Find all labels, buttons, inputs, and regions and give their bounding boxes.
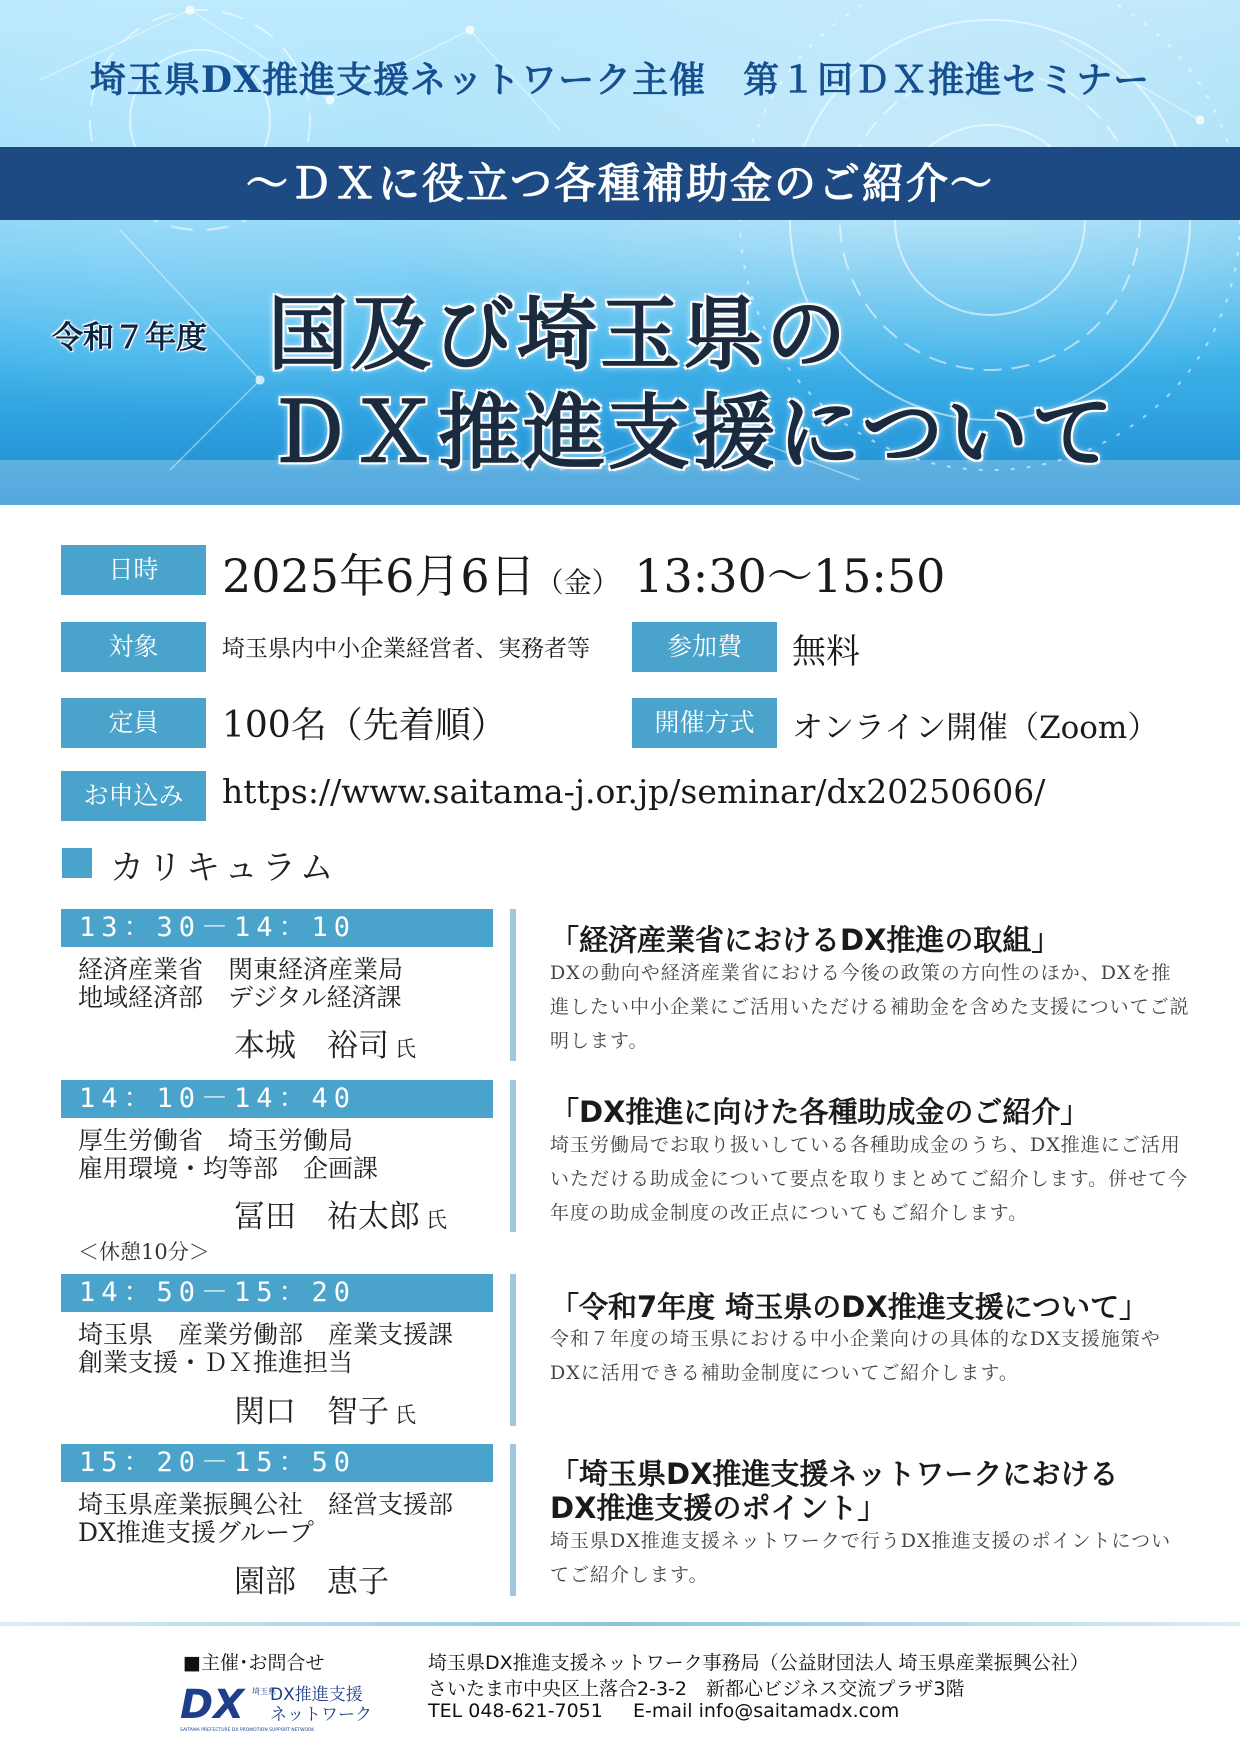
section-marker-square (62, 848, 92, 878)
fee-value: 無料 (792, 632, 860, 672)
session-speaker (234, 1556, 395, 1601)
logo-english-text: SAITAMA PREFECTURE DX PROMOTION SUPPORT NETWORK (180, 1728, 315, 1733)
organizer-label: ■主催･お問合せ (183, 1652, 325, 1674)
session-speaker (234, 1386, 416, 1431)
session-org-line2: DX推進支援グループ (78, 1518, 314, 1547)
session-org-line2: 創業支援・ＤＸ推進担当 (78, 1348, 354, 1377)
session-divider (510, 1444, 516, 1596)
main-title-line2: ＤＸ推進支援について (268, 386, 1117, 481)
speaker-name: 園部 恵子 (234, 1564, 389, 1600)
format-label: 開催方式 (632, 698, 777, 748)
event-datetime (222, 540, 945, 606)
logo-text-line1: DX推進支援 (270, 1685, 363, 1705)
fiscal-year: 令和７年度 (52, 320, 207, 356)
break-note: ＜休憩10分＞ (78, 1240, 210, 1264)
speaker-name: 関口 智子 (234, 1394, 389, 1430)
session-title-line2: DX推進支援のポイント」 (550, 1491, 887, 1525)
office-email-link[interactable]: E-mail info@saitamadx.com (633, 1700, 900, 1722)
session-speaker (234, 1020, 416, 1065)
logo-small-text: 埼玉県 (252, 1687, 276, 1696)
apply-url-link[interactable]: https://www.saitama-j.or.jp/seminar/dx20250606/ (222, 772, 1046, 811)
session-description: 令和７年度の埼玉県における中小企業向けの具体的なDX支援施策やDXに活用できる補助金制度についてご紹介します。 (550, 1328, 1161, 1384)
capacity-label: 定員 (61, 698, 206, 748)
session-org-line2: 地域経済部 デジタル経済課 (78, 983, 402, 1012)
target-audience: 埼玉県内中小企業経営者、実務者等 (222, 636, 590, 662)
logo-mark: DX (180, 1682, 245, 1728)
session-description: 埼玉県DX推進支援ネットワークで行うDX推進支援のポイントについてご紹介します。 (550, 1530, 1172, 1586)
dx-network-logo (180, 1676, 380, 1734)
session-time-bar: 14：10－14：40 (61, 1080, 493, 1118)
event-time: 13:30～15:50 (634, 549, 946, 603)
session-speaker (234, 1191, 447, 1236)
session-title: 「DX推進に向けた各種助成金のご紹介」 (550, 1095, 1090, 1129)
session-title: 「経済産業省におけるDX推進の取組」 (550, 923, 1061, 957)
fee-label: 参加費 (632, 622, 777, 672)
capacity-value: 100名（先着順） (222, 705, 507, 746)
session-time-bar: 15：20－15：50 (61, 1444, 493, 1482)
session-org-line1: 厚生労働省 埼玉労働局 (78, 1126, 354, 1155)
speaker-honorific: 氏 (395, 1037, 416, 1061)
office-name: 埼玉県DX推進支援ネットワーク事務局（公益財団法人 埼玉県産業振興公社） (428, 1652, 1089, 1674)
session-org-line1: 埼玉県産業振興公社 経営支援部 (78, 1490, 454, 1519)
office-address: さいたま市中央区上落合2-3-2 新都心ビジネス交流プラザ3階 (428, 1678, 965, 1700)
session-description: DXの動向や経済産業省における今後の政策の方向性のほか、DXを推進したい中小企業にご活用いただける補助金を含めた支援についてご説明します。 (550, 962, 1190, 1052)
hero-banner (0, 0, 1240, 505)
event-weekday: （金） (535, 566, 620, 599)
session-org-line2: 雇用環境・均等部 企画課 (78, 1154, 379, 1183)
main-title-line1: 国及び埼玉県の (268, 288, 849, 381)
session-divider (510, 1080, 516, 1232)
curriculum-heading: カリキュラム (110, 848, 338, 888)
session-title: 「令和7年度 埼玉県のDX推進支援について」 (550, 1290, 1149, 1324)
session-divider (510, 909, 516, 1061)
logo-text-line2: ネットワーク (270, 1705, 372, 1725)
session-org-line1: 埼玉県 産業労働部 産業支援課 (78, 1320, 454, 1349)
speaker-name: 冨田 祐太郎 (234, 1199, 420, 1235)
format-value: オンライン開催（Zoom） (792, 710, 1159, 746)
session-divider (510, 1274, 516, 1426)
office-tel: TEL 048-621-7051 (428, 1700, 603, 1722)
subtitle-band: ～ＤＸに役立つ各種補助金のご紹介～ (0, 147, 1240, 220)
seminar-host-line: 埼玉県DX推進支援ネットワーク主催 第１回ＤＸ推進セミナー (89, 59, 1151, 101)
target-label: 対象 (61, 622, 206, 672)
session-description: 埼玉労働局でお取り扱いしている各種助成金のうち、DX推進にご活用いただける助成金について要点を取りまとめてご紹介します。併せて今年度の助成金制度の改正点についてもご紹介します。 (550, 1134, 1189, 1224)
session-title-line1: 「埼玉県DX推進支援ネットワークにおける (550, 1457, 1119, 1491)
footer-divider (0, 1622, 1240, 1626)
session-org-line1: 経済産業省 関東経済産業局 (78, 955, 404, 984)
session-time-bar: 14：50－15：20 (61, 1274, 493, 1312)
speaker-honorific: 氏 (395, 1403, 416, 1427)
datetime-label: 日時 (61, 545, 206, 595)
speaker-name: 本城 裕司 (234, 1028, 389, 1064)
apply-label: お申込み (61, 771, 206, 821)
session-time-bar: 13：30－14：10 (61, 909, 493, 947)
speaker-honorific: 氏 (426, 1208, 447, 1232)
event-date: 2025年6月6日 (222, 549, 536, 603)
